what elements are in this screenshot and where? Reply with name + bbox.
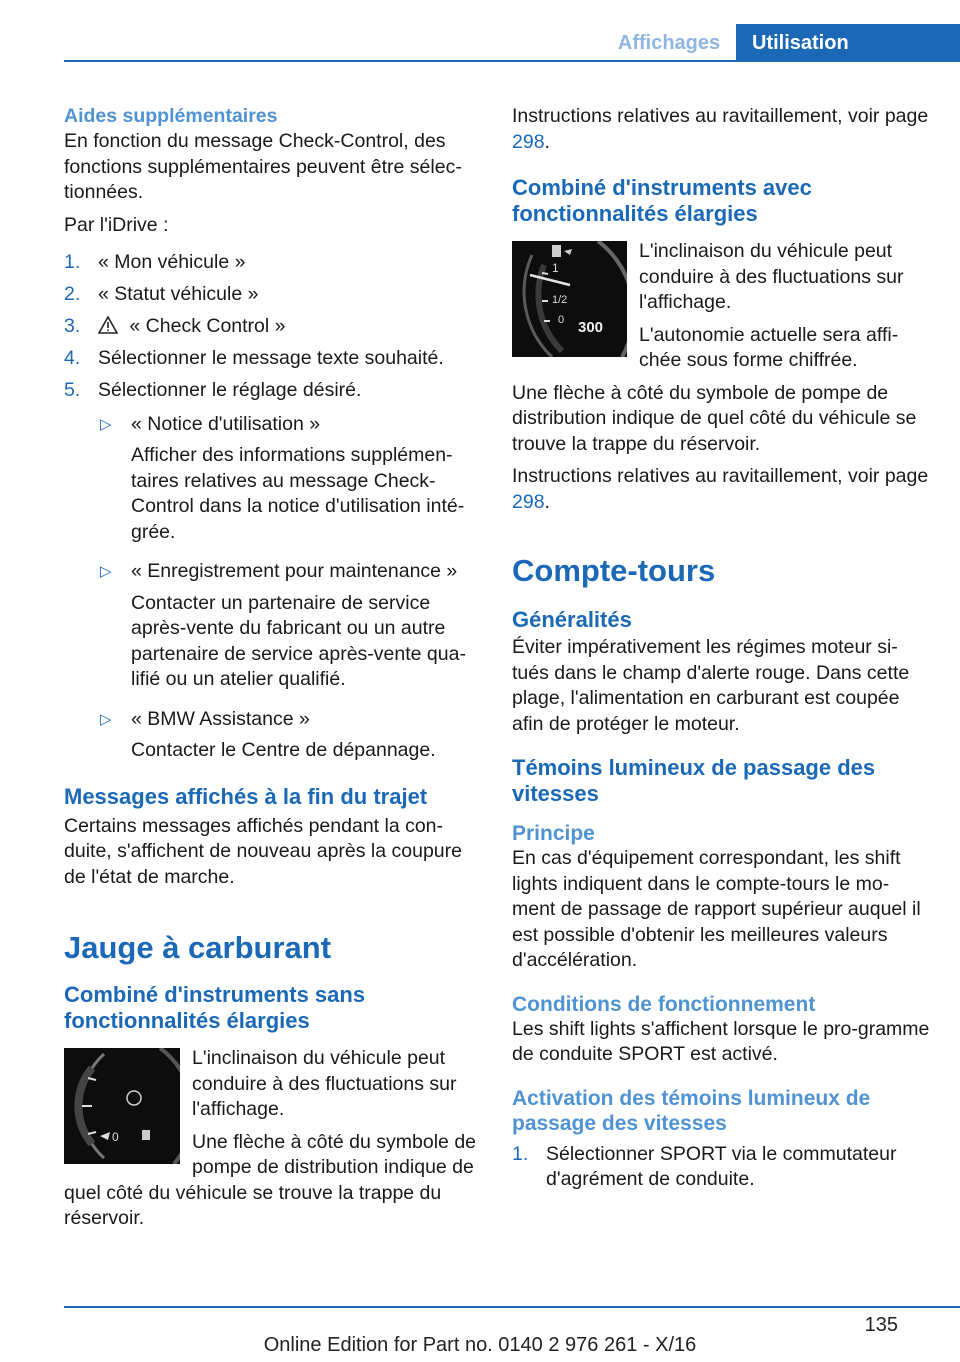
page-link-298[interactable]: 298 xyxy=(512,490,545,513)
step-text: Sélectionner SPORT via le commutateur d'agrément de conduite. xyxy=(546,1142,897,1190)
list-item xyxy=(64,378,482,404)
avec-heading: Combiné d'instruments avec fonctionnalités élargies xyxy=(512,175,812,226)
header-tab-affichages[interactable]: Affichages xyxy=(617,32,721,54)
option-desc: Contacter un partenaire de service après-vente du fabricant ou un autre partenaire de service après-vente qua‐lifié ou un atelier qualifié. xyxy=(131,591,466,690)
avec-text-2: L'autonomie actuelle sera affi‐chée sous forme chiffrée. xyxy=(639,323,899,371)
list-item xyxy=(64,314,482,340)
page-number: 135 xyxy=(864,1314,898,1336)
aides-text: En fonction du message Check-Control, des fonctions supplémentaires peuvent être sélec‐tionnées. xyxy=(64,130,462,203)
options-list xyxy=(98,412,482,764)
list-item xyxy=(98,559,482,693)
ravit-text-1-end: . xyxy=(544,130,550,153)
ravit-text-2-body: Instructions relatives au ravitaillement, voir page xyxy=(512,465,929,487)
principe-heading: Principe xyxy=(512,822,595,845)
step-text: « Statut véhicule » xyxy=(98,283,259,305)
triangle-bullet-icon: ▷ xyxy=(100,563,112,580)
step-number: 3. xyxy=(64,315,81,337)
header-tab-utilisation-label: Utilisation xyxy=(752,32,849,54)
jauge-heading: Jauge à carburant xyxy=(64,930,332,965)
activation-steps xyxy=(512,1142,932,1193)
step-text: Sélectionner le message texte souhaité. xyxy=(98,347,444,369)
list-item xyxy=(64,346,482,372)
step-text: Sélectionner le réglage désiré. xyxy=(98,379,362,401)
principe-text: En cas d'équipement correspondant, les shift lights indiquent dans le compte-tours le mo‐ment de passage de rapport supérieur auquel il est possible d'obtenir les meilleures valeurs d'accélération. xyxy=(512,847,921,971)
fuel-gauge-extended-image xyxy=(512,241,627,357)
ravit-text-1-body: Instructions relatives au ravitaillement, voir page xyxy=(512,105,929,127)
list-item xyxy=(98,707,482,764)
step-number: 5. xyxy=(64,379,81,401)
generalites-text: Éviter impérativement les régimes moteur si‐tués dans le champ d'alerte rouge. Dans cette plage, l'alimentation en carburant est coupée afin de protéger le moteur. xyxy=(512,636,910,735)
ravit-text-2 xyxy=(512,464,932,515)
aides-heading: Aides supplémentaires xyxy=(64,105,278,127)
sans-text-1: L'inclinaison du véhicule peut conduire à des fluctuations sur l'affichage. xyxy=(192,1047,457,1120)
left-column xyxy=(64,104,482,1239)
right-column xyxy=(512,104,932,1199)
option-label: « BMW Assistance » xyxy=(131,707,310,730)
step-number: 2. xyxy=(64,283,81,305)
fuel-gauge-basic-image xyxy=(64,1048,180,1164)
step-number: 1. xyxy=(64,251,81,273)
messages-heading: Messages affichés à la fin du trajet xyxy=(64,783,428,809)
header-rule xyxy=(64,60,960,62)
page-link-298[interactable]: 298 xyxy=(512,130,545,153)
triangle-bullet-icon: ▷ xyxy=(100,415,112,433)
gauge-label-half: 1/2 xyxy=(552,294,568,306)
gauge-range-readout: 300 xyxy=(578,319,604,336)
sans-text-2: Une flèche à côté du symbole de pompe de distribution indique de quel côté du véhicule se trouve la trappe du réservoir. xyxy=(64,1130,477,1229)
edition-footer: Online Edition for Part no. 0140 2 976 261 - X/16 xyxy=(263,1334,697,1356)
idrive-text: Par l'iDrive : xyxy=(64,213,169,236)
gauge-label-zero: 0 xyxy=(558,314,565,326)
conditions-heading: Conditions de fonctionnement xyxy=(512,992,816,1016)
header-tab-utilisation[interactable] xyxy=(736,24,960,62)
ravit-text-1 xyxy=(512,104,932,155)
avec-text-3: Une flèche à côté du symbole de pompe de distribution indique de quel côté du véhicule se trouve la trappe du réservoir. xyxy=(512,381,917,455)
compte-tours-heading: Compte-tours xyxy=(512,553,716,588)
option-label: « Notice d'utilisation » xyxy=(131,412,321,435)
gauge-label-one: 1 xyxy=(552,261,559,275)
conditions-text: Les shift lights s'affichent lorsque le pro‐gramme de conduite SPORT est activé. xyxy=(512,1017,930,1065)
option-desc: Contacter le Centre de dépannage. xyxy=(131,739,436,761)
step-number: 1. xyxy=(512,1142,529,1165)
list-item xyxy=(512,1142,932,1193)
temoins-heading: Témoins lumineux de passage des vitesses xyxy=(512,755,876,806)
triangle-bullet-icon: ▷ xyxy=(100,710,112,728)
option-label: « Enregistrement pour maintenance » xyxy=(131,560,458,582)
gauge-label-zero: 0 xyxy=(112,1130,119,1144)
ravit-text-2-end: . xyxy=(544,490,550,513)
steps-list xyxy=(64,250,482,404)
option-desc: Afficher des informations supplémen‐taires relatives au message Check-Control dans la notice d'utilisation inté‐grée. xyxy=(131,444,465,543)
step-number: 4. xyxy=(64,347,81,369)
warning-icon xyxy=(98,316,118,334)
list-item xyxy=(64,282,482,308)
avec-text-1: L'inclinaison du véhicule peut conduire à des fluctuations sur l'affichage. xyxy=(639,240,904,313)
messages-text: Certains messages affichés pendant la con‐duite, s'affichent de nouveau après la coupure de l'état de marche. xyxy=(64,814,462,888)
list-item xyxy=(98,412,482,546)
step-text: « Check Control » xyxy=(124,315,286,337)
generalites-heading: Généralités xyxy=(512,607,632,632)
footer-rule xyxy=(64,1306,960,1308)
activation-heading: Activation des témoins lumineux de passage des vitesses xyxy=(512,1086,871,1135)
sans-heading: Combiné d'instruments sans fonctionnalités élargies xyxy=(64,982,366,1033)
list-item xyxy=(64,250,482,276)
step-text: « Mon véhicule » xyxy=(98,251,246,273)
